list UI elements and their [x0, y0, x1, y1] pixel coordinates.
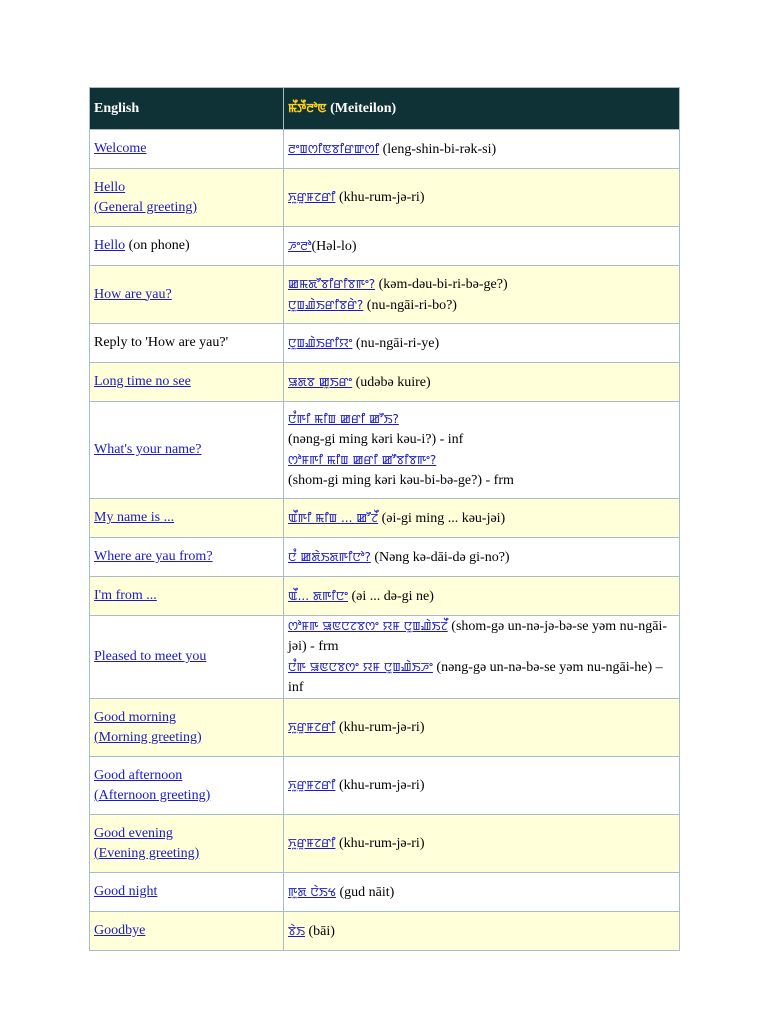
phrase-table [89, 87, 680, 951]
meiteilon-cell [284, 699, 680, 757]
meitei-script-link[interactable]: ꯅꯨꯡꯉꯥꯏꯔꯤꯕꯔꯥ? [288, 297, 364, 312]
transliteration-text: (gud nāit) [336, 884, 395, 900]
meitei-script-link[interactable]: ꯅꯪꯒ ꯎꯟꯅꯕꯁꯦ ꯌꯝ ꯅꯨꯡꯉꯥꯏꯍꯦ [288, 660, 433, 674]
english-link[interactable]: Hello [94, 179, 126, 195]
translation-line [288, 471, 675, 491]
transliteration-text: (nəng-gi ming kəri kəu-i?) - inf [288, 432, 464, 447]
meiteilon-cell [284, 873, 680, 912]
meitei-script-link[interactable]: ꯁꯣꯝꯒꯤ ꯃꯤꯡ ꯀꯔꯤ ꯀꯧꯕꯤꯕꯒꯦ? [288, 453, 437, 467]
english-cell [90, 873, 284, 912]
translation-line [288, 547, 675, 568]
english-cell [90, 130, 284, 169]
meiteilon-cell [284, 324, 680, 363]
meitei-script-link[interactable]: ꯍꯦꯂꯣ [288, 238, 312, 253]
header-meiteilon [284, 88, 680, 130]
translation-line [288, 430, 675, 450]
table-row [90, 402, 680, 499]
translation-line [288, 274, 675, 295]
translation-line [288, 882, 675, 903]
transliteration-text: (khu-rum-jə-ri) [335, 778, 425, 793]
meiteilon-cell [284, 757, 680, 815]
transliteration-text: (bāi) [305, 923, 335, 939]
english-cell [90, 538, 284, 577]
meitei-script-link[interactable]: ꯅꯪꯒꯤ ꯃꯤꯡ ꯀꯔꯤ ꯀꯧꯏ? [288, 412, 399, 426]
meitei-script-link[interactable]: ꯀꯃꯗꯧꯕꯤꯔꯤꯕꯒꯦ? [288, 276, 376, 291]
meitei-script-link[interactable]: ꯂꯦꯡꯁꯤꯟꯕꯤꯔꯛꯁꯤ [288, 141, 380, 156]
meiteilon-cell [284, 227, 680, 266]
header-meitei-script: ꯃꯩꯇꯩꯂꯣꯟ [288, 101, 327, 115]
english-link[interactable]: Long time no see [94, 374, 191, 389]
english-cell [90, 169, 284, 227]
table-row [90, 577, 680, 616]
meiteilon-cell [284, 363, 680, 402]
meiteilon-cell [284, 130, 680, 169]
meitei-script-link[interactable]: ꯁꯣꯝꯒ ꯎꯟꯅꯖꯕꯁꯦ ꯌꯝ ꯅꯨꯡꯉꯥꯏꯖꯩ [288, 619, 448, 633]
translation-line [288, 657, 675, 698]
table-row [90, 499, 680, 538]
meitei-script-link[interactable]: ꯅꯪ ꯀꯗꯥꯏꯗꯒꯤꯅꯣ? [288, 549, 371, 564]
transliteration-text: (shom-gə un-nə-jə-bə-se yəm nu-ngāi-jəi) - frm [288, 619, 668, 654]
meitei-script-link[interactable]: ꯒꯨꯗ ꯅꯥꯏꯠ [288, 884, 336, 899]
table-row [90, 699, 680, 757]
table-row [90, 169, 680, 227]
table-row [90, 324, 680, 363]
english-cell [90, 499, 284, 538]
english-cell [90, 266, 284, 324]
transliteration-text: (kəm-dəu-bi-ri-bə-ge?) [375, 276, 508, 292]
english-link[interactable]: Good afternoon [94, 767, 183, 783]
meitei-script-link[interactable]: ꯈꯨꯔꯨꯝꯖꯔꯤ [288, 720, 336, 734]
translation-line [288, 833, 675, 854]
english-link[interactable]: Pleased to meet you [94, 649, 207, 664]
meitei-script-link[interactable]: ꯅꯨꯡꯉꯥꯏꯔꯤꯌꯦ [288, 335, 353, 350]
transliteration-text: (əi-gi ming ... kəu-jəi) [378, 510, 506, 526]
table-row [90, 912, 680, 951]
meiteilon-cell [284, 169, 680, 227]
english-link[interactable]: Goodbye [94, 923, 146, 938]
english-link[interactable]: Hello [94, 238, 126, 253]
english-cell [90, 402, 284, 499]
translation-line [288, 295, 675, 316]
english-cell [90, 324, 284, 363]
english-text: Reply to 'How are yau?' [94, 335, 229, 350]
transliteration-text: (Həl-lo) [311, 238, 357, 254]
english-cell [90, 912, 284, 951]
header-english: English [90, 88, 284, 130]
transliteration-text: (udəbə kuire) [352, 374, 431, 390]
table-row [90, 266, 680, 324]
meitei-script-link[interactable]: ꯈꯨꯔꯨꯝꯖꯔꯤ [288, 836, 336, 850]
table-row [90, 363, 680, 402]
english-link[interactable]: (Evening greeting) [94, 845, 200, 861]
meiteilon-cell [284, 266, 680, 324]
transliteration-text: (nu-ngāi-ri-bo?) [363, 297, 457, 313]
table-header-row [90, 88, 680, 130]
english-cell [90, 363, 284, 402]
transliteration-text: (khu-rum-jə-ri) [335, 836, 425, 851]
english-link[interactable]: (General greeting) [94, 199, 197, 215]
translation-line [288, 409, 675, 430]
translation-line [288, 333, 675, 354]
translation-line [288, 187, 675, 208]
table-row [90, 227, 680, 266]
english-link[interactable]: How are yau? [94, 286, 172, 302]
header-meitei-label: (Meiteilon) [330, 101, 397, 116]
translation-line [288, 921, 675, 942]
translation-line [288, 717, 675, 738]
english-note: (on phone) [125, 238, 190, 253]
english-link[interactable]: What's your name? [94, 442, 202, 457]
translation-line [288, 139, 675, 160]
transliteration-text: (leng-shin-bi-rək-si) [379, 141, 497, 157]
meiteilon-cell [284, 912, 680, 951]
table-row [90, 130, 680, 169]
transliteration-text: (shom-gi ming kəri kəu-bi-bə-ge?) - frm [288, 473, 514, 488]
translation-line [288, 236, 675, 257]
transliteration-text: (khu-rum-jə-ri) [335, 720, 425, 735]
english-cell [90, 757, 284, 815]
english-cell [90, 577, 284, 616]
table-row [90, 815, 680, 873]
meitei-script-link[interactable]: ꯑꯩ... ꯗꯒꯤꯅꯦ [288, 588, 348, 603]
english-link[interactable]: My name is ... [94, 510, 175, 525]
english-link[interactable]: I'm from ... [94, 588, 157, 603]
english-link[interactable]: (Afternoon greeting) [94, 787, 211, 803]
table-row [90, 538, 680, 577]
meiteilon-cell [284, 538, 680, 577]
transliteration-text: (Nəng kə-dāi-də gi-no?) [370, 549, 510, 565]
english-link[interactable]: Where are yau from? [94, 549, 213, 564]
english-link[interactable]: Good morning [94, 709, 177, 725]
translation-line [288, 616, 675, 657]
meiteilon-cell [284, 815, 680, 873]
meitei-script-link[interactable]: ꯈꯨꯔꯨꯝꯖꯔꯤ [288, 190, 336, 204]
table-row [90, 616, 680, 699]
english-cell [90, 227, 284, 266]
english-cell [90, 616, 284, 699]
meiteilon-cell [284, 577, 680, 616]
meitei-script-link[interactable]: ꯎꯗꯕ ꯀꯨꯏꯔꯦ [288, 374, 353, 389]
translation-line [288, 775, 675, 796]
english-cell [90, 699, 284, 757]
meitei-script-link[interactable]: ꯑꯩꯒꯤ ꯃꯤꯡ ... ꯀꯧꯖꯩ [288, 510, 379, 525]
meitei-script-link[interactable]: ꯈꯨꯔꯨꯝꯖꯔꯤ [288, 778, 336, 792]
translation-line [288, 508, 675, 529]
transliteration-text: (khu-rum-jə-ri) [335, 190, 425, 205]
english-link[interactable]: (Morning greeting) [94, 729, 202, 745]
meiteilon-cell [284, 616, 680, 699]
meiteilon-cell [284, 402, 680, 499]
english-link[interactable]: Good evening [94, 825, 173, 841]
table-row [90, 757, 680, 815]
table-row [90, 873, 680, 912]
english-cell [90, 815, 284, 873]
english-link[interactable]: Good night [94, 884, 158, 899]
transliteration-text: (nu-ngāi-ri-ye) [352, 335, 440, 351]
translation-line [288, 372, 675, 393]
translation-line [288, 586, 675, 607]
meiteilon-cell [284, 499, 680, 538]
transliteration-text: (nəng-gə un-nə-bə-se yəm nu-ngāi-he) – inf [288, 660, 663, 695]
meitei-script-link[interactable]: ꯕꯥꯏ [288, 923, 305, 938]
translation-line [288, 450, 675, 471]
transliteration-text: (əi ... də-gi ne) [348, 588, 434, 604]
english-link[interactable]: Welcome [94, 141, 147, 156]
